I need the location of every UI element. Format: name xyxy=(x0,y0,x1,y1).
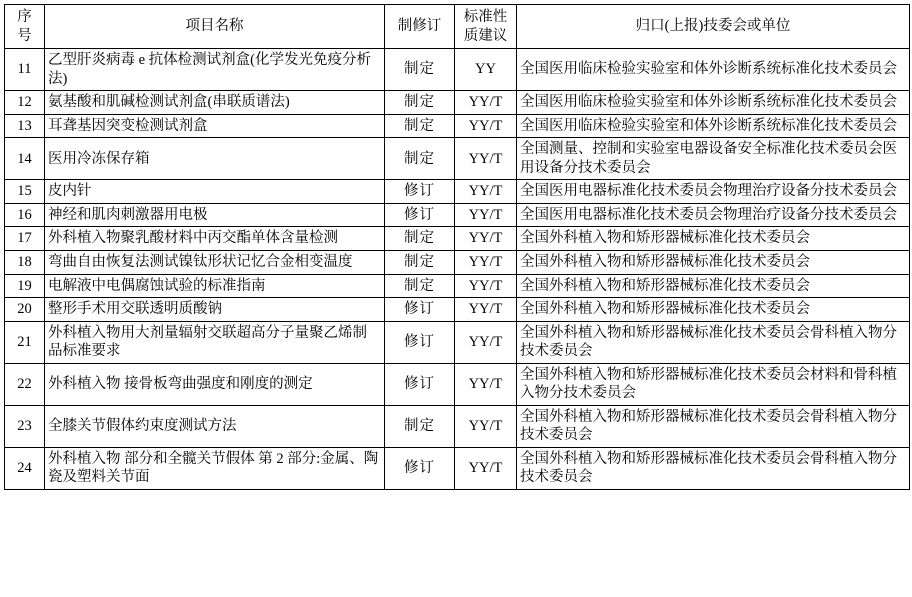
cell-type: 制定 xyxy=(385,251,455,275)
cell-name: 电解液中电偶腐蚀试验的标准指南 xyxy=(45,274,385,298)
cell-seq: 24 xyxy=(5,447,45,489)
cell-nature: YY/T xyxy=(455,447,517,489)
cell-seq: 13 xyxy=(5,114,45,138)
cell-org: 全国外科植入物和矫形器械标准化技术委员会 xyxy=(517,251,910,275)
cell-type: 制定 xyxy=(385,49,455,91)
standards-table-page xyxy=(0,4,912,597)
cell-nature: YY/T xyxy=(455,251,517,275)
cell-nature: YY/T xyxy=(455,114,517,138)
table-row xyxy=(5,227,910,251)
cell-name: 外科植入物聚乳酸材料中丙交酯单体含量检测 xyxy=(45,227,385,251)
cell-type: 修订 xyxy=(385,203,455,227)
column-header-seq-line1: 序 xyxy=(17,9,32,25)
cell-name: 全膝关节假体约束度测试方法 xyxy=(45,405,385,447)
cell-seq: 18 xyxy=(5,251,45,275)
cell-seq: 14 xyxy=(5,138,45,180)
table-row xyxy=(5,91,910,115)
cell-seq: 20 xyxy=(5,298,45,322)
cell-type: 制定 xyxy=(385,91,455,115)
cell-nature: YY xyxy=(455,49,517,91)
column-header-type: 制修订 xyxy=(385,5,455,49)
cell-nature: YY/T xyxy=(455,138,517,180)
column-header-seq-line2: 号 xyxy=(17,27,32,44)
cell-nature: YY/T xyxy=(455,274,517,298)
standards-table xyxy=(4,4,910,490)
table-row xyxy=(5,405,910,447)
cell-nature: YY/T xyxy=(455,180,517,204)
cell-nature: YY/T xyxy=(455,321,517,363)
table-row xyxy=(5,251,910,275)
cell-nature: YY/T xyxy=(455,203,517,227)
table-row xyxy=(5,321,910,363)
cell-nature: YY/T xyxy=(455,91,517,115)
cell-seq: 21 xyxy=(5,321,45,363)
cell-name: 氨基酸和肌碱检测试剂盒(串联质谱法) xyxy=(45,91,385,115)
cell-name: 耳聋基因突变检测试剂盒 xyxy=(45,114,385,138)
table-header xyxy=(5,5,910,49)
cell-seq: 15 xyxy=(5,180,45,204)
cell-org: 全国外科植入物和矫形器械标准化技术委员会骨科植入物分技术委员会 xyxy=(517,447,910,489)
cell-org: 全国外科植入物和矫形器械标准化技术委员会 xyxy=(517,274,910,298)
column-header-org: 归口(上报)技委会或单位 xyxy=(517,5,910,49)
column-header-name: 项目名称 xyxy=(45,5,385,49)
cell-type: 修订 xyxy=(385,363,455,405)
cell-nature: YY/T xyxy=(455,227,517,251)
cell-seq: 17 xyxy=(5,227,45,251)
cell-name: 外科植入物 接骨板弯曲强度和刚度的测定 xyxy=(45,363,385,405)
cell-seq: 23 xyxy=(5,405,45,447)
cell-nature: YY/T xyxy=(455,363,517,405)
cell-org: 全国外科植入物和矫形器械标准化技术委员会 xyxy=(517,298,910,322)
table-row xyxy=(5,180,910,204)
column-header-nature-line2: 质建议 xyxy=(463,27,508,44)
cell-seq: 22 xyxy=(5,363,45,405)
table-row xyxy=(5,138,910,180)
cell-org: 全国测量、控制和实验室电器设备安全标准化技术委员会医用设备分技术委员会 xyxy=(517,138,910,180)
cell-type: 制定 xyxy=(385,114,455,138)
table-row xyxy=(5,447,910,489)
cell-seq: 12 xyxy=(5,91,45,115)
cell-seq: 16 xyxy=(5,203,45,227)
cell-name: 整形手术用交联透明质酸钠 xyxy=(45,298,385,322)
cell-name: 皮内针 xyxy=(45,180,385,204)
table-row xyxy=(5,203,910,227)
cell-org: 全国医用临床检验实验室和体外诊断系统标准化技术委员会 xyxy=(517,49,910,91)
cell-org: 全国医用临床检验实验室和体外诊断系统标准化技术委员会 xyxy=(517,91,910,115)
cell-name: 外科植入物 部分和全髋关节假体 第 2 部分:金属、陶瓷及塑料关节面 xyxy=(45,447,385,489)
cell-org: 全国医用电器标准化技术委员会物理治疗设备分技术委员会 xyxy=(517,203,910,227)
cell-org: 全国外科植入物和矫形器械标准化技术委员会骨科植入物分技术委员会 xyxy=(517,405,910,447)
cell-type: 制定 xyxy=(385,138,455,180)
cell-nature: YY/T xyxy=(455,298,517,322)
column-header-nature-line1: 标准性 xyxy=(463,9,508,25)
cell-type: 制定 xyxy=(385,274,455,298)
cell-seq: 11 xyxy=(5,49,45,91)
table-row xyxy=(5,114,910,138)
cell-name: 神经和肌肉刺激器用电极 xyxy=(45,203,385,227)
cell-name: 外科植入物用大剂量辐射交联超高分子量聚乙烯制品标准要求 xyxy=(45,321,385,363)
cell-type: 制定 xyxy=(385,227,455,251)
cell-name: 弯曲自由恢复法测试镍钛形状记忆合金相变温度 xyxy=(45,251,385,275)
table-row xyxy=(5,49,910,91)
table-header-row xyxy=(5,5,910,49)
cell-type: 制定 xyxy=(385,405,455,447)
cell-type: 修订 xyxy=(385,180,455,204)
cell-type: 修订 xyxy=(385,298,455,322)
table-body xyxy=(5,49,910,490)
table-row xyxy=(5,298,910,322)
cell-type: 修订 xyxy=(385,321,455,363)
cell-org: 全国外科植入物和矫形器械标准化技术委员会 xyxy=(517,227,910,251)
cell-type: 修订 xyxy=(385,447,455,489)
cell-nature: YY/T xyxy=(455,405,517,447)
cell-name: 医用冷冻保存箱 xyxy=(45,138,385,180)
cell-org: 全国医用电器标准化技术委员会物理治疗设备分技术委员会 xyxy=(517,180,910,204)
cell-seq: 19 xyxy=(5,274,45,298)
column-header-nature xyxy=(455,5,517,49)
cell-name: 乙型肝炎病毒 e 抗体检测试剂盒(化学发光免疫分析法) xyxy=(45,49,385,91)
table-row xyxy=(5,363,910,405)
cell-org: 全国外科植入物和矫形器械标准化技术委员会材料和骨科植入物分技术委员会 xyxy=(517,363,910,405)
cell-org: 全国医用临床检验实验室和体外诊断系统标准化技术委员会 xyxy=(517,114,910,138)
column-header-seq xyxy=(5,5,45,49)
cell-org: 全国外科植入物和矫形器械标准化技术委员会骨科植入物分技术委员会 xyxy=(517,321,910,363)
table-row xyxy=(5,274,910,298)
